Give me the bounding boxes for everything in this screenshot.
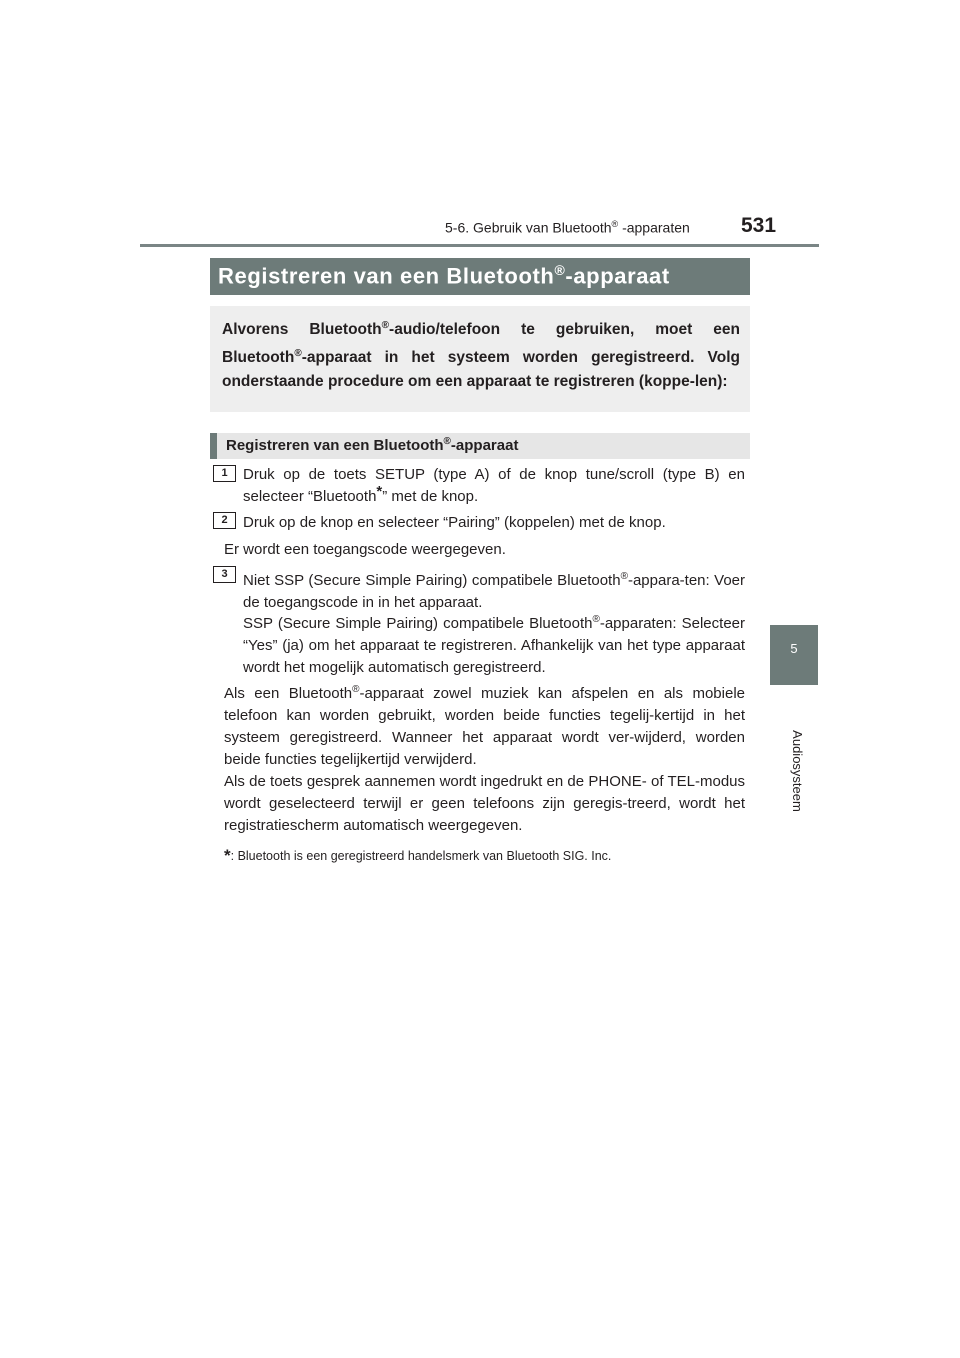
step-badge-2: 2 xyxy=(213,512,236,529)
registered-mark: ® xyxy=(611,219,619,229)
step-badge-3: 3 xyxy=(213,566,236,583)
registered-mark: ® xyxy=(620,571,628,582)
step-1-text: Druk op de toets SETUP (type A) of de knop tune/scroll (type B) en selecteer “Bluetooth*” met de knop. xyxy=(243,466,745,505)
registered-mark: ® xyxy=(381,320,390,331)
registered-mark: ® xyxy=(352,684,360,695)
passcode-note: Er wordt een toegangscode weergegeven. xyxy=(224,541,506,558)
registered-mark: ® xyxy=(554,262,566,278)
step-3-text-non-ssp: Niet SSP (Secure Simple Pairing) compatibele Bluetooth®-appara-ten: Voer de toegangscode in in het apparaat. xyxy=(243,571,745,611)
step-badge-1: 1 xyxy=(213,465,236,482)
registered-mark: ® xyxy=(592,614,600,625)
registered-mark: ® xyxy=(443,436,451,447)
trademark-footnote: *: Bluetooth is een geregistreerd handelsmerk van Bluetooth SIG. Inc. xyxy=(224,846,612,865)
page-number: 531 xyxy=(741,214,777,237)
step-2-text: Druk op de knop en selecteer “Pairing” (koppelen) met de knop. xyxy=(243,514,666,531)
intro-box: Alvorens Bluetooth®-audio/telefoon te gebruiken, moet een Bluetooth®-apparaat in het systeem worden geregistreerd. Volg onderstaande procedure om een apparaat te registreren (koppe-len): xyxy=(210,306,750,412)
footnote-star: * xyxy=(376,483,383,500)
dual-function-paragraph: Als een Bluetooth®-apparaat zowel muziek kan afspelen en als mobiele telefoon kan worden gebruikt, worden beide functies tegelij-kertijd in het systeem geregistreerd. Wanneer het apparaat wordt ver-wijderd, worden beide functies tegelijkertijd verwijderd. xyxy=(224,684,745,768)
section-heading: Registreren van een Bluetooth®-apparaat xyxy=(210,258,750,295)
registered-mark: ® xyxy=(294,348,302,360)
chapter-label: Audiosysteem xyxy=(790,730,805,812)
phone-mode-paragraph: Als de toets gesprek aannemen wordt ingedrukt en de PHONE- of TEL-modus wordt geselecteerd terwijl er geen telefoons zijn geregis-treerd, wordt het registratiescherm automatisch weergegeven. xyxy=(224,773,745,834)
chapter-tab: 5 xyxy=(770,625,818,685)
footnote-star: * xyxy=(224,846,231,865)
step-3-text-ssp: SSP (Secure Simple Pairing) compatibele Bluetooth®-apparaten: Selecteer “Yes” (ja) om het apparaat te registreren. Afhankelijk van het type apparaat wordt het mogelijk automatisch geregistreerd. xyxy=(243,614,745,676)
running-header-section: 5-6. Gebruik van Bluetooth® -apparaten xyxy=(445,219,690,236)
header-divider xyxy=(140,244,819,247)
sub-heading: Registreren van een Bluetooth®-apparaat xyxy=(210,433,750,459)
